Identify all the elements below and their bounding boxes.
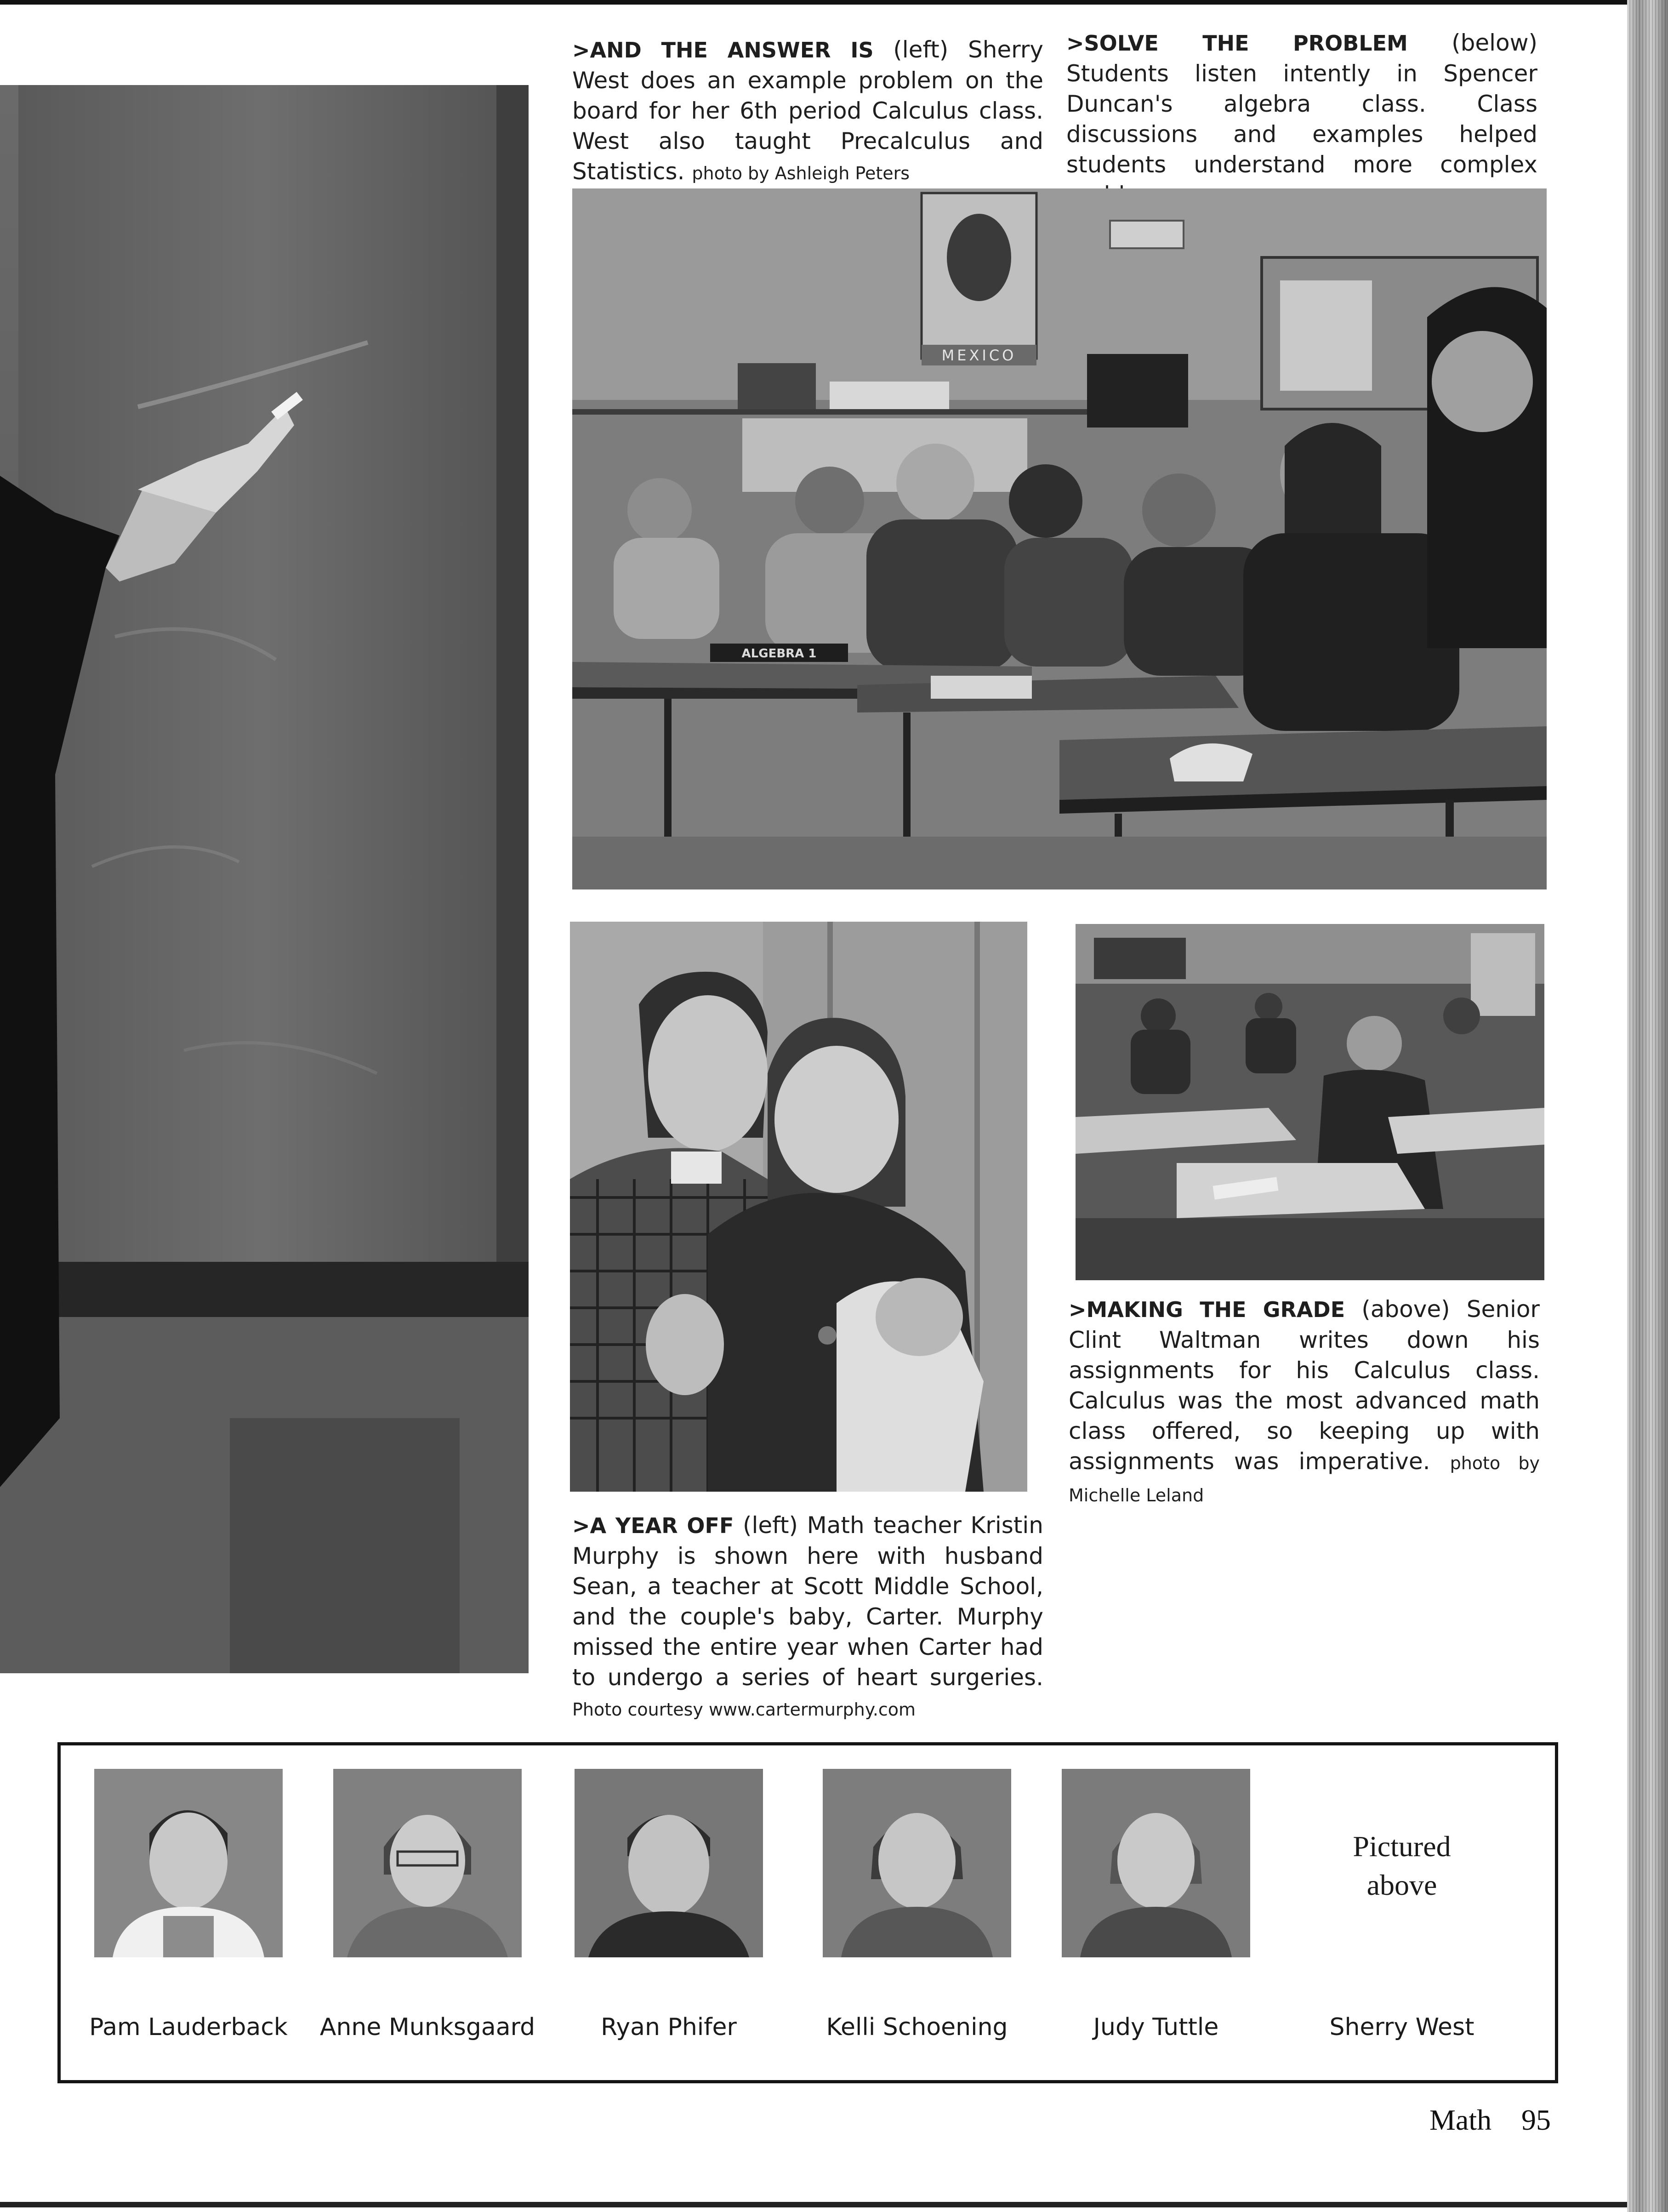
staff-name: Kelli Schoening — [826, 2013, 1008, 2041]
pictured-above-note: Pictured above — [1353, 1830, 1451, 1901]
staff-name: Judy Tuttle — [1093, 2013, 1219, 2041]
caption-body: (left) Math teacher Kristin Murphy is shown here with husband Sean, a teacher at Scott Middle School, and the couple's baby, Carter. Murphy missed the entire year when Carter had to undergo a series of heart surgeries. — [572, 1512, 1043, 1691]
caption-body: (left) Sherry West does an example problem on the board for her 6th period Calculus class. West also taught Precalculus and Statistics. — [572, 36, 1043, 185]
staff-name: Anne Munksgaard — [319, 2013, 535, 2041]
staff-portrait — [333, 1769, 522, 1957]
murphy-family-photo — [570, 922, 1027, 1492]
staff-name: Ryan Phifer — [601, 2013, 737, 2041]
calculus-class-photo — [1076, 924, 1544, 1280]
page-top-rule — [0, 0, 1668, 5]
staff-name: Pam Lauderback — [89, 2013, 288, 2041]
staff-portrait — [823, 1769, 1011, 1957]
caption-kicker: >A YEAR OFF — [572, 1513, 734, 1538]
caption-kicker: >MAKING THE GRADE — [1069, 1297, 1345, 1322]
caption-a-year-off — [572, 1510, 1043, 1725]
caption-body: (below) Students listen intently in Spencer Duncan's algebra class. Class discussions and examples helped students understand more complex — [1066, 29, 1537, 178]
page-bottom-rule — [0, 2202, 1668, 2207]
caption-and-the-answer-is — [572, 34, 1043, 188]
algebra-class-photo — [572, 188, 1547, 889]
book-label: ALGEBRA 1 — [741, 647, 817, 661]
page-number: 95 — [1521, 2104, 1551, 2136]
folio-section: Math — [1429, 2104, 1492, 2136]
staff-portrait — [94, 1769, 283, 1957]
page-edge-texture — [1629, 0, 1666, 2212]
photo-credit: photo by Michelle Leland — [1069, 1453, 1540, 1505]
caption-making-the-grade — [1069, 1294, 1540, 1511]
caption-solve-the-problem — [1066, 28, 1537, 212]
caption-body: (above) Senior Clint Waltman writes down his assignments for his Calculus class. Calculus was the most advanced math class offered, so keeping up with assignments was imperative. — [1069, 1296, 1540, 1475]
photo-credit: photo by Ashleigh Peters — [692, 163, 910, 183]
staff-name: Sherry West — [1329, 2013, 1474, 2041]
caption-kicker: >AND THE ANSWER IS — [572, 38, 874, 63]
poster-label: MEXICO — [941, 347, 1017, 364]
staff-portrait — [575, 1769, 763, 1957]
chalkboard-photo — [0, 85, 529, 1673]
photo-credit: Photo courtesy www.cartermurphy.com — [572, 1699, 916, 1720]
caption-kicker: >SOLVE THE PROBLEM — [1066, 31, 1408, 56]
staff-portrait — [1062, 1769, 1250, 1957]
